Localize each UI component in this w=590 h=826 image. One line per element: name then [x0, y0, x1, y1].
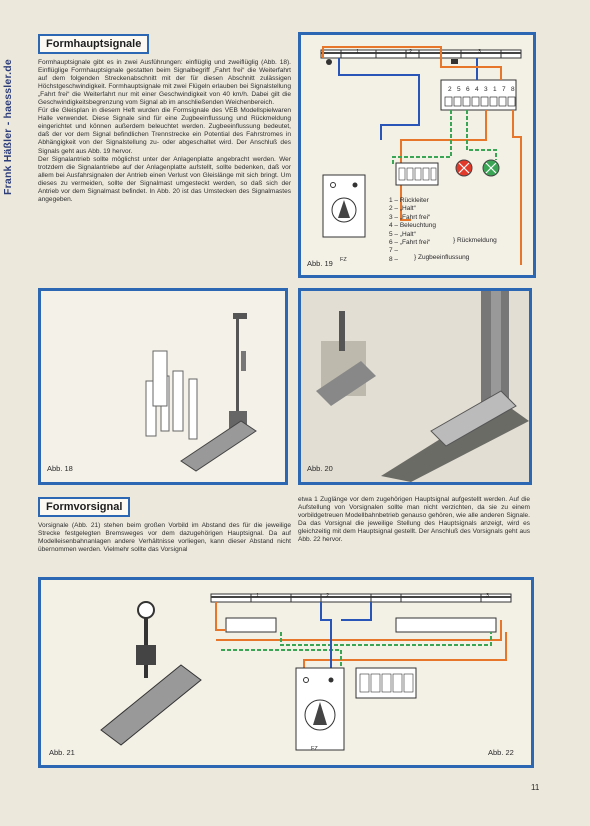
section-heading-formhauptsignale [38, 34, 149, 54]
terminal-label: 5 [457, 86, 461, 93]
terminal-label: 7 [502, 86, 506, 93]
track-label: 2 [326, 593, 330, 599]
legend-item: 7 – [389, 247, 399, 255]
figure-22-caption: Abb. 22 [488, 748, 514, 757]
figure-20-caption: Abb. 20 [307, 464, 333, 473]
figure-20 [298, 288, 532, 485]
track-label: 1 [256, 593, 260, 599]
terminal-label: 6 [466, 86, 470, 93]
figure-19-caption: Abb. 19 [307, 259, 333, 268]
side-credit-text: Frank Häßler - haessler.de [2, 59, 14, 195]
terminal-label: 8 [511, 86, 515, 93]
section-title: Formhauptsignale [46, 38, 142, 50]
side-credit [2, 10, 16, 195]
panel-label: FZ [340, 257, 347, 263]
legend-item: 4 – Beleuchtung [389, 222, 436, 230]
brace-label-text: Rückmeldung [456, 237, 497, 244]
figure-21-caption: Abb. 21 [49, 748, 75, 757]
track-label: 1 [356, 49, 360, 55]
track-label: 3 [486, 593, 490, 599]
track-label: 2 [409, 49, 413, 55]
figure-19 [298, 32, 536, 278]
terminal-label: 2 [448, 86, 452, 93]
section-title: Formvorsignal [46, 501, 123, 513]
legend-item: 5 – „Halt“ [389, 230, 416, 238]
legend-item: 6 – „Fahrt frei“ [389, 238, 431, 246]
legend-brace-zugbeeinflussung: } Zugbeeinflussung [414, 254, 470, 261]
legend-item: 1 – Rückleiter [389, 197, 429, 204]
terminal-label: 4 [475, 86, 479, 93]
legend-item: 8 – [389, 255, 399, 263]
figure-18-caption: Abb. 18 [47, 464, 73, 473]
figure-21-signal [41, 580, 531, 765]
figure-21-22 [38, 577, 534, 768]
figure-18-signals [41, 291, 285, 482]
track-label: 3 [478, 49, 482, 55]
brace-label-text: Zugbeeinflussung [417, 254, 470, 261]
terminal-label: 1 [493, 86, 497, 93]
terminal-label: 3 [484, 86, 488, 93]
section-heading-formvorsignal [38, 497, 130, 517]
figure-20-photo [301, 291, 529, 482]
section2-body-right: etwa 1 Zuglänge vor dem zugehörigen Hauptsignal aufgestellt werden. Auf die Aufstellung von Vorsignalen sollte man nicht verzichten, da sie zu einem vorbildgetreuen Modellbahnbetrieb genauso gehören, wie alle anderen Signale. Da das Vorsignal die jeweilige Stellung des Hauptsignals anzeigt, wird es gleichzeitig mit dem Hauptsignal gestellt. Der Anschluß des Vorsignals geht aus Abb. 22 hervor. [298, 496, 530, 544]
legend-item: 2 – „Halt“ [389, 205, 416, 213]
legend-item: 3 – „Fahrt frei“ [389, 213, 431, 221]
legend-brace-rueckmeldung: } Rückmeldung [453, 237, 497, 244]
figure-18 [38, 288, 288, 485]
section1-body: Formhauptsignale gibt es in zwei Ausführungen: einflüglig und zweiflüglig (Abb. 18). Einflüglige Formhauptsignale gestatten beim Signalbegriff „Fahrt frei“ die Weiterfahrt auf dem folgenden Streckenabschnitt mit der für diesen Abschnitt zulässigen Höchstgeschwindigkeit. Formhauptsignale mit zwei Flügeln erlauben bei Signalstellung „Fahrt frei“ die Weiterfahrt nur mit einer Geschwindigkeit von 40 km/h. Dabei gilt die Geschwindigkeitsbegrenzung vom Signal ab im anschließenden Weichenbereich. Für die Gleisplan in diesem Heft wurden die Formsignale des VEB Modellspielwaren Halle verwendet. Diese Signale sind für eine Zugbeeinflussung und Rückmeldung eingerichtet und können außerdem beleuchtet werden. Zugbeeinflussung bedeutet, daß der vor dem Signal befindlichen Trennstrecke ein Potential des Fahrstromes in Abhängigkeit von der Signalstellung zu- oder abgeschaltet wird. Der Anschluß des Signals geht aus Abb. 19 hervor. Der Signalantrieb sollte möglichst unter der Anlagenplatte angebracht werden. Wer trotzdem die Signalantriebe auf der Anlagenplatte aufstellt, sollte bedenken, daß vor allem bei Ausfahrsignalen der Antrieb einen Verlust von Gleislänge mit sich bringt. Um dieses zu vermeiden, sollte der Signalmast umgesteckt werden, so daß sich der Antrieb vor dem Signalmast befindet. In Abb. 20 ist das Umstecken des Signalmastes angegeben. [38, 59, 291, 203]
panel-label: FZ [311, 746, 318, 752]
page-number: 11 [531, 783, 540, 792]
section2-body-left: Vorsignale (Abb. 21) stehen beim großen Vorbild im Abstand des für die jeweilige Strecke festgelegten Bremsweges vor dem dazugehörigen Hauptsignal. Da auf Modelleisenbahnanlagen andere Verhältnisse vorliegen, kann dieser Abstand nicht übernommen werden. Vielmehr sollte das Vorsignal [38, 522, 291, 554]
